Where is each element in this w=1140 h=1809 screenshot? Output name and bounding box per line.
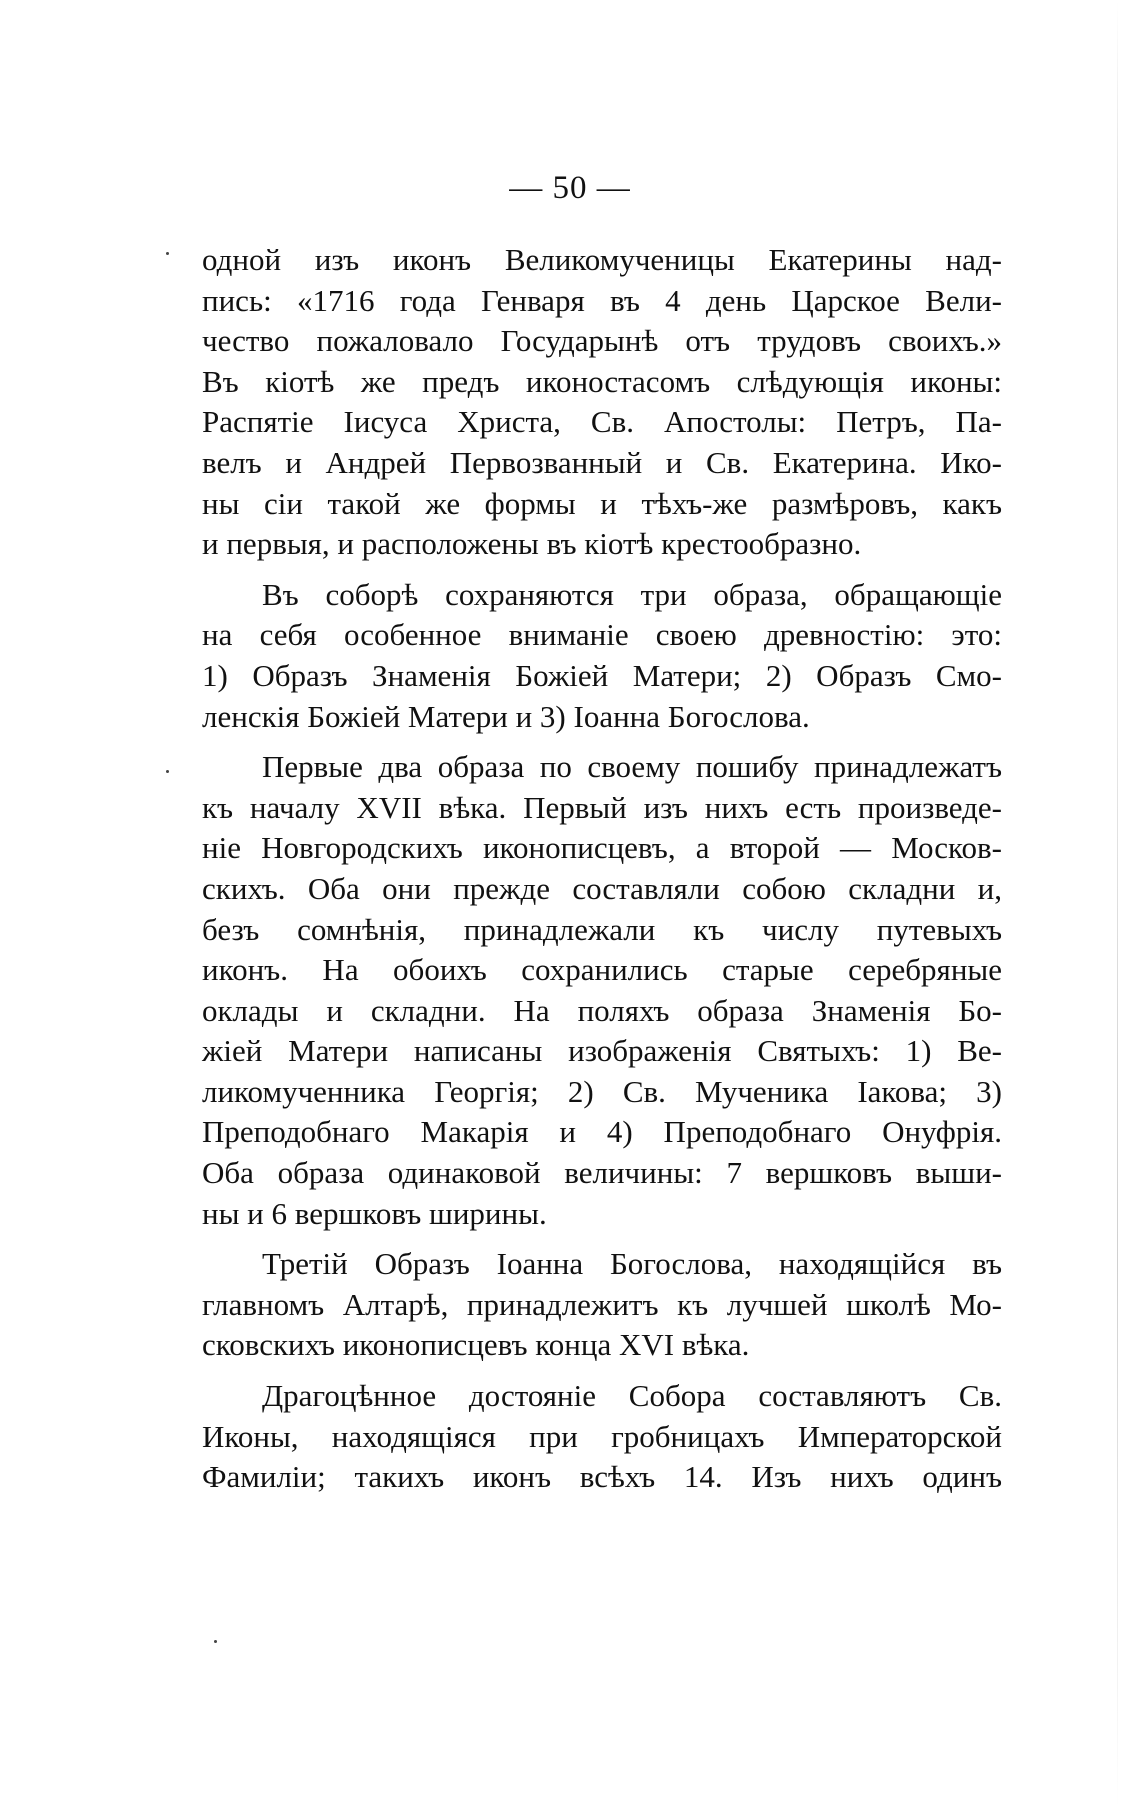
text-line: Въ кіотѣ же предъ иконостасомъ слѣдующія иконы: — [202, 363, 1002, 399]
ink-speck — [166, 770, 169, 773]
text-line: ніе Новгородскихъ иконописцевъ, а второй — Москов- — [202, 830, 1002, 866]
text-line: чество пожаловало Государынѣ отъ трудовъ своихъ.» — [202, 323, 1002, 359]
text-line: Третій Образъ Іоанна Богослова, находящійся въ — [262, 1246, 1002, 1282]
text-line: главномъ Алтарѣ, принадлежитъ къ лучшей школѣ Мо- — [202, 1286, 1002, 1322]
ink-speck — [214, 1640, 217, 1643]
text-line: 1) Образъ Знаменія Божіей Матери; 2) Образъ Смо- — [202, 657, 1002, 693]
text-line: Распятіе Іисуса Христа, Св. Апостолы: Петръ, Па- — [202, 404, 1002, 440]
text-line: ликомученника Георгія; 2) Св. Мученика Іакова; 3) — [202, 1073, 1002, 1109]
text-line: Иконы, находящіяся при гробницахъ Императорской — [202, 1418, 1002, 1454]
text-line: ны сіи такой же формы и тѣхъ-же размѣровъ, какъ — [202, 485, 1002, 521]
text-line: пись: «1716 года Генваря въ 4 день Царское Вели- — [202, 282, 1002, 318]
text-line: безъ сомнѣнія, принадлежали къ числу путевыхъ — [202, 911, 1002, 947]
text-line: на себя особенное вниманіе своею древностію: это: — [202, 617, 1002, 653]
page-number: — 50 — — [509, 170, 631, 206]
text-line: оклады и складни. На поляхъ образа Знаменія Бо- — [202, 992, 1002, 1028]
text-line: скихъ. Оба они прежде составляли собою складни и, — [202, 870, 1002, 906]
text-line: Оба образа одинаковой величины: 7 вершковъ выши- — [202, 1155, 1002, 1191]
ink-speck — [166, 252, 169, 255]
text-line: Фамиліи; такихъ иконъ всѣхъ 14. Изъ нихъ одинъ — [202, 1459, 1002, 1495]
text-line: Преподобнаго Макарія и 4) Преподобнаго Онуфрія. — [202, 1114, 1002, 1150]
text-line: сковскихъ иконописцевъ конца XVI вѣка. — [202, 1327, 750, 1363]
text-line: Въ соборѣ сохраняются три образа, обращающіе — [262, 576, 1002, 612]
text-line: ны и 6 вершковъ ширины. — [202, 1195, 547, 1231]
text-line: одной изъ иконъ Великомученицы Екатерины над- — [202, 242, 1002, 277]
text-line: иконъ. На обоихъ сохранились старые серебряные — [202, 952, 1002, 988]
text-line: жіей Матери написаны изображенія Святыхъ: 1) Ве- — [202, 1033, 1002, 1069]
scan-edge-line — [1117, 0, 1118, 1809]
text-line: ленскія Божіей Матери и 3) Іоанна Богослова. — [202, 698, 810, 734]
text-line: къ началу XVII вѣка. Первый изъ нихъ есть произведе- — [202, 789, 1002, 825]
text-line: и первыя, и расположены въ кіотѣ крестообразно. — [202, 526, 862, 562]
text-line: Драгоцѣнное достояніе Собора составляютъ Св. — [262, 1378, 1002, 1414]
text-line: велъ и Андрей Первозванный и Св. Екатерина. Ико- — [202, 444, 1002, 480]
body-text — [202, 240, 1002, 1498]
text-line: Первые два образа по своему пошибу принадлежатъ — [262, 749, 1002, 785]
